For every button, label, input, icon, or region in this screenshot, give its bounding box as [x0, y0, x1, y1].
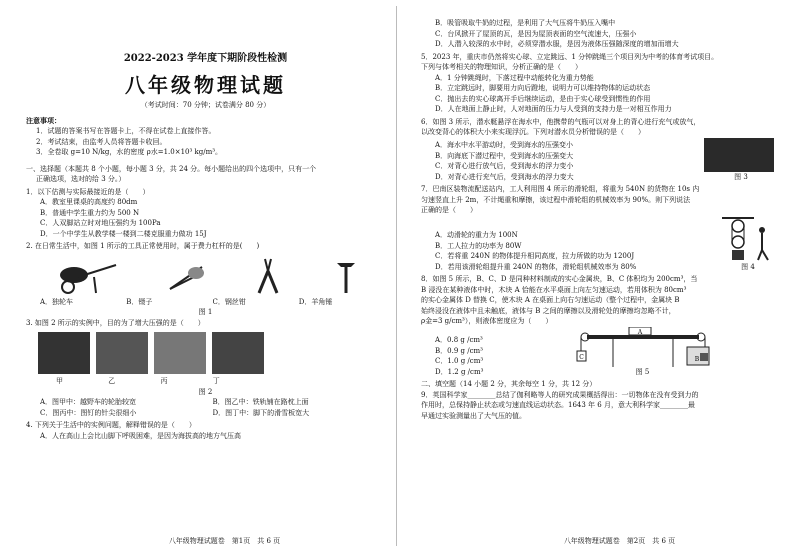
question-8-cont-2: 的实心金属体 D 替换 C，使木块 A 在桌面上向右匀速运动（整个过程中，金属块 B: [421, 296, 680, 304]
q3-option-c: C．图丙中：图钉的针尖很细小: [40, 408, 137, 417]
block-b-label: B: [694, 355, 699, 363]
block-a-label: A: [637, 328, 642, 336]
question-4: 4. 下列关于生活中的实例问题，解释错误的是（ ）: [26, 421, 196, 429]
q2-option-d: D．羊角锤: [298, 297, 333, 306]
exam-time: （考试时间：70 分钟；试卷满分 80 分）: [140, 101, 271, 109]
q1-option-a: A．教室里课桌的高度约 80dm: [40, 198, 138, 206]
question-3: 3. 如图 2 所示的实例中，目的为了增大压强的是（ ）: [26, 318, 205, 327]
page-2-footer: 八年级物理试题卷 第2页 共 6 页: [563, 537, 676, 545]
pliers-image: [253, 257, 283, 295]
q4-option-a: A．人在高山上会比山脚下呼吸困难，是因为海拔高的地方气压高: [40, 431, 242, 440]
q7-option-b: B．工人拉力的功率为 80W: [435, 241, 522, 250]
q8-option-c: C．1.0 g /cm³: [435, 357, 484, 365]
question-8-cont-4: ρ金=3 g/cm³），则液体密度应为（ ）: [421, 317, 553, 325]
q1-option-c: C．人双脚站立时对地压强约为 100Pa: [40, 219, 161, 227]
claw-hammer-image: [331, 257, 361, 295]
question-6-cont: 以改变背心的体积大小来实现浮沉。下列对潜水员分析错误的是（ ）: [421, 128, 645, 136]
question-5: 5．2023 年，重庆市仍然将实心球、立定跳远、1 分钟跳绳三个项目列为中考的体育考试项目。: [421, 52, 719, 61]
q3-option-a: A．图甲中：越野车的轮胎较宽: [40, 398, 137, 406]
figure-3-diver-image: [704, 138, 774, 172]
q1-option-d: D．一个中学生从教学楼一楼到二楼克服重力做功 15J: [40, 229, 207, 238]
q7-option-a: A．动滑轮的重力为 100N: [435, 231, 518, 239]
tweezers-image: [166, 259, 206, 295]
figure-1-tools: [34, 255, 385, 295]
section-1-heading: 一、选择题（本题共 8 个小题，每小题 3 分，共 24 分。每小题给出的四个选项中，只有一个: [26, 164, 317, 173]
question-9-cont-1: 作用时，总保持静止状态或匀速直线运动状态。1643 年 6 月，意大利科学家________最: [421, 401, 695, 409]
q6-option-d: D．对背心进行充气后，受到海水的浮力变大: [435, 172, 574, 181]
figure-5-caption: 图 5: [635, 367, 650, 376]
q7-option-c: C．若将重 240N 的物体提升相同高度，拉力所做的功为 1200J: [435, 252, 635, 260]
q4-option-d: D．人潜入较深的水中时，必须穿潜水服，是因为液体压强随深度的增加而增大: [435, 40, 679, 48]
question-2: 2. 在日常生活中，如图 1 所示的工具正常使用时，属于费力杠杆的是( ): [26, 242, 260, 250]
q3-option-d: D．图丁中：脚下的滑雪板宽大: [212, 408, 310, 417]
q7-option-d: D．若用该滑轮组提升重 240N 的物体，滑轮组机械效率为 80%: [435, 262, 637, 271]
figure-3-caption: 图 3: [734, 172, 748, 181]
q6-option-c: C．对背心进行放气后，受到海水的浮力变小: [435, 162, 574, 170]
question-9-cont-2: 早通过实验测量出了大气压的值。: [421, 411, 526, 420]
q6-option-b: B．向海底下潜过程中，受到海水的压强变大: [435, 151, 574, 160]
question-5-cont: 下列与体考相关的物理知识，分析正确的是（ ）: [421, 63, 582, 71]
question-1: 1．以下估测与实际最接近的是（ ）: [26, 187, 150, 196]
q5-option-a: A．1 分钟跳绳时，下落过程中动能转化为重力势能: [435, 73, 594, 82]
q2-option-c: C．钢丝钳: [212, 297, 246, 306]
photo-thumbtack: [154, 332, 206, 374]
right-page: [397, 0, 794, 554]
q4-option-b: B．吸管吸取牛奶的过程，是利用了大气压将牛奶压入嘴中: [435, 19, 616, 27]
block-c-label: C: [578, 353, 584, 361]
section-1-heading-cont: 正确选项，选对的给 3 分。）: [36, 175, 126, 183]
question-7: 7．巴南区装物流配送站内，工人利用图 4 所示的滑轮组，将重为 540N 的货物在 10s 内: [421, 185, 700, 193]
question-8-cont-3: 始终浸没在液体中且未触底，液体与 B 之间的摩擦以及滑轮处的摩擦均忽略不计，: [421, 306, 676, 315]
photo-skiing: [212, 332, 264, 374]
q2-option-a: A．独轮车: [40, 297, 74, 306]
q5-option-c: C．抛出去的实心球离开手后继续运动，是由于实心球受到惯性的作用: [435, 94, 651, 103]
q2-option-b: B．镊子: [126, 297, 153, 306]
figure-5-table-diagram: [573, 327, 713, 367]
section-2-heading: 二、填空题（14 小题 2 分，其余每空 1 分，共 12 分）: [421, 380, 597, 388]
photo-label-jia: 甲: [56, 377, 63, 385]
exam-header: 2022-2023 学年度下期阶段性检测: [123, 53, 288, 64]
photo-offroad-car: [38, 332, 90, 374]
q6-option-a: A．海水中水平游动时，受到海水的压强变小: [435, 141, 574, 149]
notice-title: 注意事项：: [26, 115, 61, 125]
note-3: 3．全卷取 g=10 N/kg，水的密度 ρ水=1.0×10³ kg/m³。: [36, 148, 223, 156]
figure-2-photos: [38, 332, 385, 374]
photo-label-ding: 丁: [212, 377, 220, 385]
q1-option-b: B．普通中学生重力约为 500 N: [40, 208, 140, 217]
figure-4-pulley-diagram: [718, 216, 774, 262]
q3-option-b: B．图乙中：铁轨铺在路枕上面: [212, 398, 309, 406]
exam-title: 八年级物理试题: [125, 73, 286, 97]
q8-option-b: B．0.9 g /cm³: [435, 346, 483, 355]
question-7-cont-1: 匀速竖直上升 2m，不计绳重和摩擦，该过程中滑轮组的机械效率为 90%。则下列说法: [421, 195, 691, 204]
question-9: 9．英国科学家________总结了伽利略等人的研究成果概括得出：一切物体在没有受到力的: [421, 390, 699, 399]
photo-label-yi: 乙: [108, 377, 116, 385]
q5-option-b: B．立定跳远时，脚要用力向后蹬地，说明力可以维持物体的运动状态: [435, 84, 651, 92]
q8-option-d: D．1.2 g /cm³: [435, 367, 484, 376]
q4-option-c: C．台风掀开了屋顶的瓦，是因为屋顶表面的空气流速大，压强小: [435, 29, 637, 38]
page-1-footer: 八年级物理试题卷 第1页 共 6 页: [168, 537, 281, 545]
photo-railway: [96, 332, 148, 374]
question-7-cont-2: 正确的是（ ）: [421, 206, 477, 214]
figure-2-caption: 图 2: [198, 387, 213, 396]
q8-option-a: A．0.8 g /cm³: [435, 336, 483, 344]
question-8: 8．如图 5 所示，B、C、D 是同种材料制成的实心金属块，B、C 体积均为 200cm³，当: [421, 275, 698, 283]
question-6: 6．如图 3 所示，潜水艇悬浮在海水中，他携带的气瓶可以对身上的背心进行充气或放气，: [421, 117, 701, 126]
note-2: 2．考试结束，由监考人员将答题卡收回。: [36, 137, 167, 146]
note-1: 1．试题的答案书写在答题卡上，不得在试卷上直接作答。: [36, 127, 216, 135]
figure-1-caption: 图 1: [198, 308, 213, 316]
photo-label-bing: 丙: [160, 377, 168, 385]
wheelbarrow-image: [58, 259, 118, 295]
figure-4-caption: 图 4: [741, 262, 755, 271]
q5-option-d: D．人在地面上静止时，人对地面的压力与人受到的支持力是一对相互作用力: [435, 105, 672, 113]
question-8-cont-1: B 浸没在某种液体中时，木块 A 恰能在水平桌面上向左匀速运动，若用体积为 80cm³: [421, 285, 687, 294]
